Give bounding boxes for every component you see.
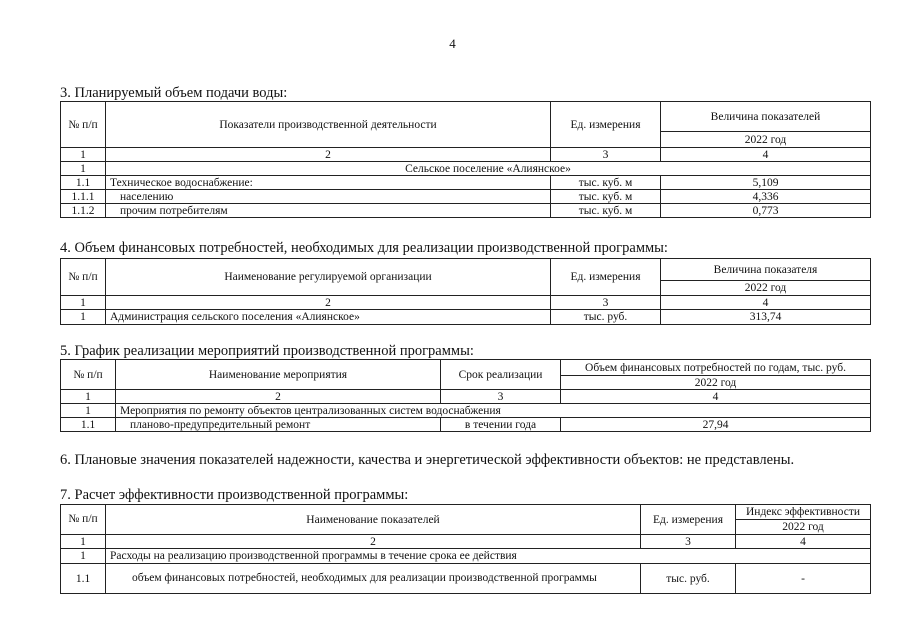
row-name: прочим потребителям [106, 204, 551, 218]
index-cell: 2 [106, 535, 641, 549]
row-value: - [736, 564, 871, 594]
row-num: 1.1.2 [61, 204, 106, 218]
group-row [61, 549, 871, 564]
header-year: 2022 год [561, 376, 871, 390]
table-header-row [61, 505, 871, 520]
header-term: Срок реализации [441, 360, 561, 390]
index-cell: 1 [61, 296, 106, 310]
header-year: 2022 год [661, 281, 871, 296]
header-year: 2022 год [736, 520, 871, 535]
row-num: 1.1 [61, 176, 106, 190]
header-name: Показатели производственной деятельности [106, 102, 551, 148]
section-3-heading: 3. Планируемый объем подачи воды: [60, 85, 288, 101]
header-num: № п/п [61, 505, 106, 535]
row-value: 4,336 [661, 190, 871, 204]
row-unit: тыс. куб. м [551, 204, 661, 218]
section-7-heading: 7. Расчет эффективности производственной программы: [60, 487, 409, 503]
table-header-row [61, 102, 871, 132]
index-cell: 4 [661, 296, 871, 310]
row-unit: тыс. руб. [641, 564, 736, 594]
row-name: планово-предупредительный ремонт [116, 418, 441, 432]
row-name: населению [106, 190, 551, 204]
financial-needs-table [60, 258, 871, 325]
header-unit: Ед. измерения [551, 259, 661, 296]
index-row [61, 296, 871, 310]
header-value: Величина показателя [661, 259, 871, 281]
group-row [61, 162, 871, 176]
row-num: 1.1 [61, 418, 116, 432]
activities-schedule-table [60, 359, 871, 432]
row-num: 1 [61, 310, 106, 325]
index-cell: 2 [106, 296, 551, 310]
header-value: Индекс эффективности [736, 505, 871, 520]
page-number: 4 [449, 36, 456, 51]
index-row [61, 148, 871, 162]
index-cell: 3 [551, 296, 661, 310]
index-row [61, 535, 871, 549]
table-row [61, 190, 871, 204]
group-num: 1 [61, 549, 106, 564]
row-name: Техническое водоснабжение: [106, 176, 551, 190]
index-row [61, 390, 871, 404]
row-num: 1.1.1 [61, 190, 106, 204]
row-unit: тыс. куб. м [551, 176, 661, 190]
index-cell: 4 [736, 535, 871, 549]
index-cell: 3 [551, 148, 661, 162]
index-cell: 2 [106, 148, 551, 162]
table-row [61, 176, 871, 190]
header-unit: Ед. измерения [641, 505, 736, 535]
header-name: Наименование регулируемой организации [106, 259, 551, 296]
section-6-text: 6. Плановые значения показателей надежности, качества и энергетической эффективности объектов: не представлены. [60, 452, 795, 468]
header-num: № п/п [61, 360, 116, 390]
index-cell: 1 [61, 535, 106, 549]
row-num: 1.1 [61, 564, 106, 594]
table-row [61, 418, 871, 432]
group-name: Мероприятия по ремонту объектов централизованных систем водоснабжения [116, 404, 871, 418]
table-row [61, 204, 871, 218]
row-name: объем финансовых потребностей, необходимых для реализации производственной программы [106, 564, 641, 594]
row-unit: тыс. куб. м [551, 190, 661, 204]
group-num: 1 [61, 404, 116, 418]
index-cell: 4 [561, 390, 871, 404]
section-4-heading: 4. Объем финансовых потребностей, необходимых для реализации производственной программы: [60, 240, 668, 256]
group-num: 1 [61, 162, 106, 176]
header-name: Наименование мероприятия [116, 360, 441, 390]
group-name: Сельское поселение «Алиянское» [106, 162, 871, 176]
header-year: 2022 год [661, 132, 871, 148]
index-cell: 3 [441, 390, 561, 404]
index-cell: 3 [641, 535, 736, 549]
row-value: 313,74 [661, 310, 871, 325]
header-unit: Ед. измерения [551, 102, 661, 148]
index-cell: 4 [661, 148, 871, 162]
row-value: 0,773 [661, 204, 871, 218]
table-row [61, 564, 871, 594]
table-row [61, 310, 871, 325]
header-num: № п/п [61, 102, 106, 148]
row-unit: тыс. руб. [551, 310, 661, 325]
efficiency-table [60, 504, 871, 594]
row-value: 27,94 [561, 418, 871, 432]
header-num: № п/п [61, 259, 106, 296]
header-value: Величина показателей [661, 102, 871, 132]
index-cell: 2 [116, 390, 441, 404]
row-name: Администрация сельского поселения «Алиянское» [106, 310, 551, 325]
index-cell: 1 [61, 148, 106, 162]
water-supply-table [60, 101, 871, 218]
index-cell: 1 [61, 390, 116, 404]
table-header-row [61, 360, 871, 376]
header-value: Объем финансовых потребностей по годам, тыс. руб. [561, 360, 871, 376]
header-name: Наименование показателей [106, 505, 641, 535]
group-row [61, 404, 871, 418]
row-value: 5,109 [661, 176, 871, 190]
group-name: Расходы на реализацию производственной программы в течение срока ее действия [106, 549, 871, 564]
row-term: в течении года [441, 418, 561, 432]
table-header-row [61, 259, 871, 281]
section-5-heading: 5. График реализации мероприятий производственной программы: [60, 343, 474, 359]
